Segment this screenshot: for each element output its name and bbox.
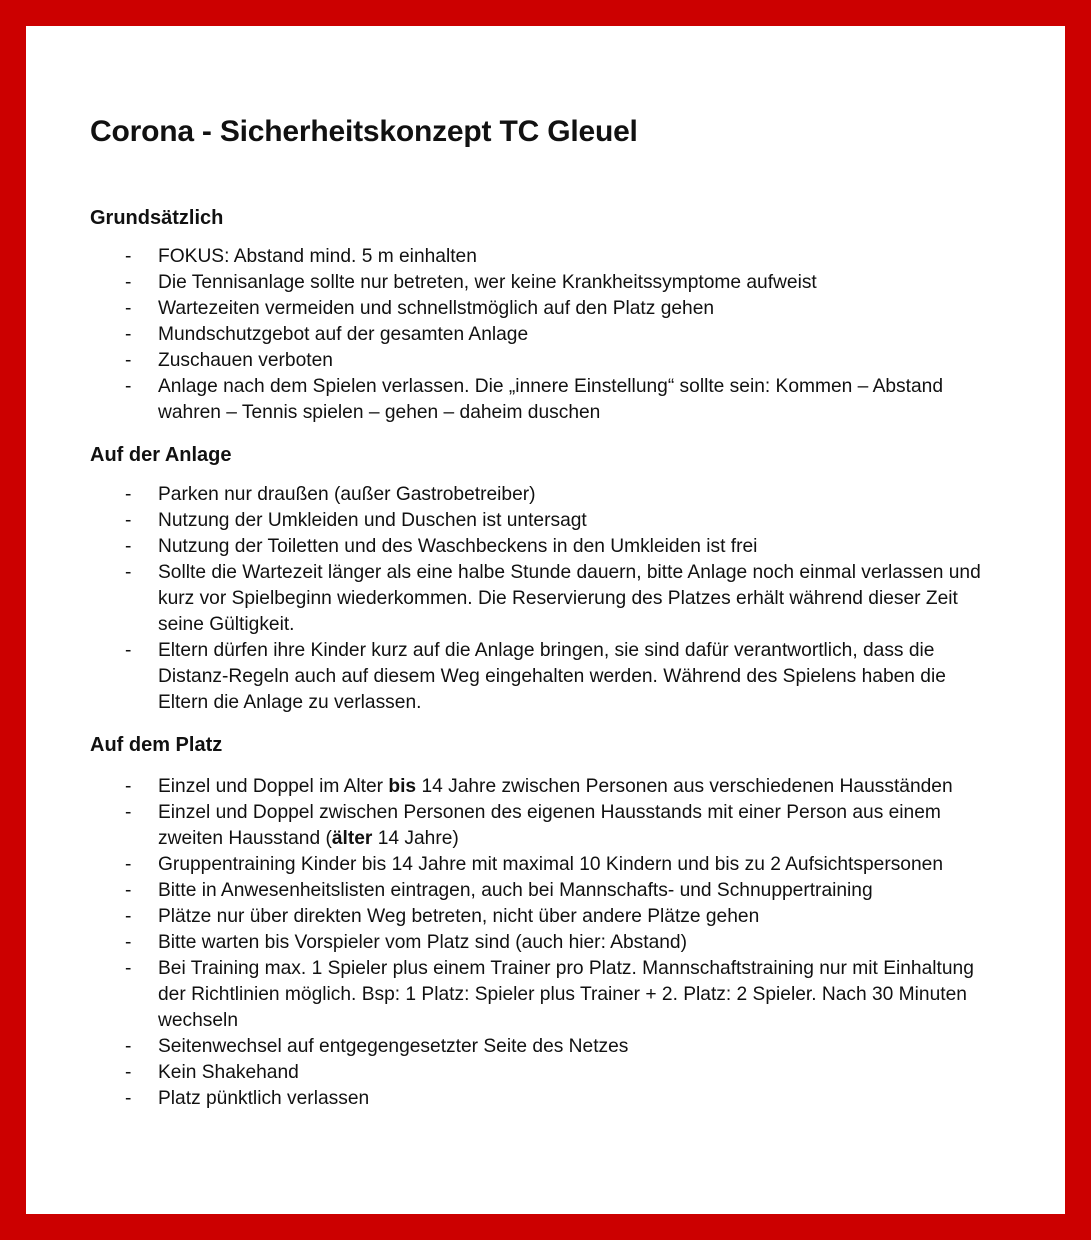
list-item-text-end: 14 Jahre zwischen Personen aus verschiedenen Hausständen bbox=[416, 776, 953, 797]
bullet-dash: - bbox=[125, 376, 132, 397]
section-heading: Auf dem Platz bbox=[90, 734, 223, 756]
list-item bbox=[90, 270, 990, 296]
list-item-text: Eltern dürfen ihre Kinder kurz auf die Anlage bringen, sie sind dafür verantwortlich, dass die Distanz-Regeln auch auf diesem Weg eingehalten werden. Während des Spielens haben die Eltern die Anlage zu verlassen. bbox=[158, 640, 946, 713]
bullet-dash: - bbox=[125, 906, 132, 927]
bullet-dash: - bbox=[125, 324, 132, 345]
bullet-dash: - bbox=[125, 298, 132, 319]
list-item-text-end: 14 Jahre) bbox=[372, 828, 459, 849]
bullet-dash: - bbox=[125, 246, 132, 267]
list-item-emphasis: bis bbox=[388, 776, 417, 797]
list-item-text-start: Einzel und Doppel zwischen Personen des eigenen Hausstands mit einer Person aus einem zweiten Hausstand ( bbox=[158, 802, 941, 849]
bullet-dash: - bbox=[125, 272, 132, 293]
list-item-text: Platz pünktlich verlassen bbox=[158, 1088, 370, 1109]
rule-list bbox=[90, 774, 990, 1112]
list-item-emphasis: älter bbox=[331, 828, 373, 849]
bullet-dash: - bbox=[125, 484, 132, 505]
list-item bbox=[90, 638, 990, 716]
list-item bbox=[90, 244, 990, 270]
rule-list bbox=[90, 244, 990, 426]
list-item bbox=[90, 560, 990, 638]
bullet-dash: - bbox=[125, 958, 132, 979]
list-item bbox=[90, 482, 990, 508]
list-item-text: Anlage nach dem Spielen verlassen. Die „innere Einstellung“ sollte sein: Kommen – Abstand wahren – Tennis spielen – gehen – daheim duschen bbox=[158, 376, 944, 423]
list-item-text: Sollte die Wartezeit länger als eine halbe Stunde dauern, bitte Anlage noch einmal verlassen und kurz vor Spielbeginn wiederkommen. Die Reservierung des Platzes erhält während dieser Zeit seine Gültigkeit. bbox=[158, 562, 981, 635]
list-item bbox=[90, 348, 990, 374]
page-title: Corona - Sicherheitskonzept TC Gleuel bbox=[90, 115, 638, 148]
bullet-dash: - bbox=[125, 932, 132, 953]
section-grundsaetzlich bbox=[90, 204, 990, 426]
bullet-dash: - bbox=[125, 854, 132, 875]
bullet-dash: - bbox=[125, 1088, 132, 1109]
section-heading: Auf der Anlage bbox=[90, 444, 232, 466]
bullet-dash: - bbox=[125, 802, 132, 823]
document-content bbox=[90, 112, 990, 1112]
list-item bbox=[90, 800, 990, 852]
bullet-dash: - bbox=[125, 350, 132, 371]
bullet-dash: - bbox=[125, 536, 132, 557]
list-item bbox=[90, 296, 990, 322]
list-item-text: Kein Shakehand bbox=[158, 1062, 299, 1083]
list-item bbox=[90, 1086, 990, 1112]
list-item-text: Gruppentraining Kinder bis 14 Jahre mit maximal 10 Kindern und bis zu 2 Aufsichtspersonen bbox=[158, 854, 943, 875]
list-item-text: Bitte in Anwesenheitslisten eintragen, auch bei Mannschafts- und Schnuppertraining bbox=[158, 880, 873, 901]
bullet-dash: - bbox=[125, 640, 132, 661]
list-item bbox=[90, 1034, 990, 1060]
list-item-text: Zuschauen verboten bbox=[158, 350, 333, 371]
list-item-text: FOKUS: Abstand mind. 5 m einhalten bbox=[158, 246, 477, 267]
list-item bbox=[90, 374, 990, 426]
page-frame bbox=[26, 26, 1065, 1214]
list-item-text: Parken nur draußen (außer Gastrobetreiber) bbox=[158, 484, 536, 505]
list-item-text: Mundschutzgebot auf der gesamten Anlage bbox=[158, 324, 529, 345]
section-auf-dem-platz bbox=[90, 731, 990, 1112]
list-item-text-start: Einzel und Doppel im Alter bbox=[158, 776, 389, 797]
list-item-text: Seitenwechsel auf entgegengesetzter Seite des Netzes bbox=[158, 1036, 629, 1057]
list-item bbox=[90, 1060, 990, 1086]
rule-list bbox=[90, 482, 990, 716]
list-item bbox=[90, 774, 990, 800]
list-item-text: Wartezeiten vermeiden und schnellstmöglich auf den Platz gehen bbox=[158, 298, 715, 319]
list-item-text: Bitte warten bis Vorspieler vom Platz sind (auch hier: Abstand) bbox=[158, 932, 687, 953]
section-auf-der-anlage bbox=[90, 441, 990, 716]
bullet-dash: - bbox=[125, 1036, 132, 1057]
list-item bbox=[90, 878, 990, 904]
list-item-text: Die Tennisanlage sollte nur betreten, wer keine Krankheitssymptome aufweist bbox=[158, 272, 817, 293]
list-item bbox=[90, 852, 990, 878]
bullet-dash: - bbox=[125, 510, 132, 531]
section-heading: Grundsätzlich bbox=[90, 207, 224, 229]
list-item-text: Bei Training max. 1 Spieler plus einem Trainer pro Platz. Mannschaftstraining nur mit Einhaltung der Richtlinien möglich. Bsp: 1 Platz: Spieler plus Trainer + 2. Platz: 2 Spieler. Nach 30 Minuten wechseln bbox=[158, 958, 974, 1031]
list-item bbox=[90, 322, 990, 348]
list-item-text: Nutzung der Toiletten und des Waschbeckens in den Umkleiden ist frei bbox=[158, 536, 758, 557]
bullet-dash: - bbox=[125, 776, 132, 797]
bullet-dash: - bbox=[125, 562, 132, 583]
list-item bbox=[90, 904, 990, 930]
list-item bbox=[90, 508, 990, 534]
list-item-text: Plätze nur über direkten Weg betreten, nicht über andere Plätze gehen bbox=[158, 906, 760, 927]
list-item bbox=[90, 930, 990, 956]
list-item bbox=[90, 956, 990, 1034]
list-item-text: Nutzung der Umkleiden und Duschen ist untersagt bbox=[158, 510, 587, 531]
bullet-dash: - bbox=[125, 880, 132, 901]
list-item bbox=[90, 534, 990, 560]
bullet-dash: - bbox=[125, 1062, 132, 1083]
